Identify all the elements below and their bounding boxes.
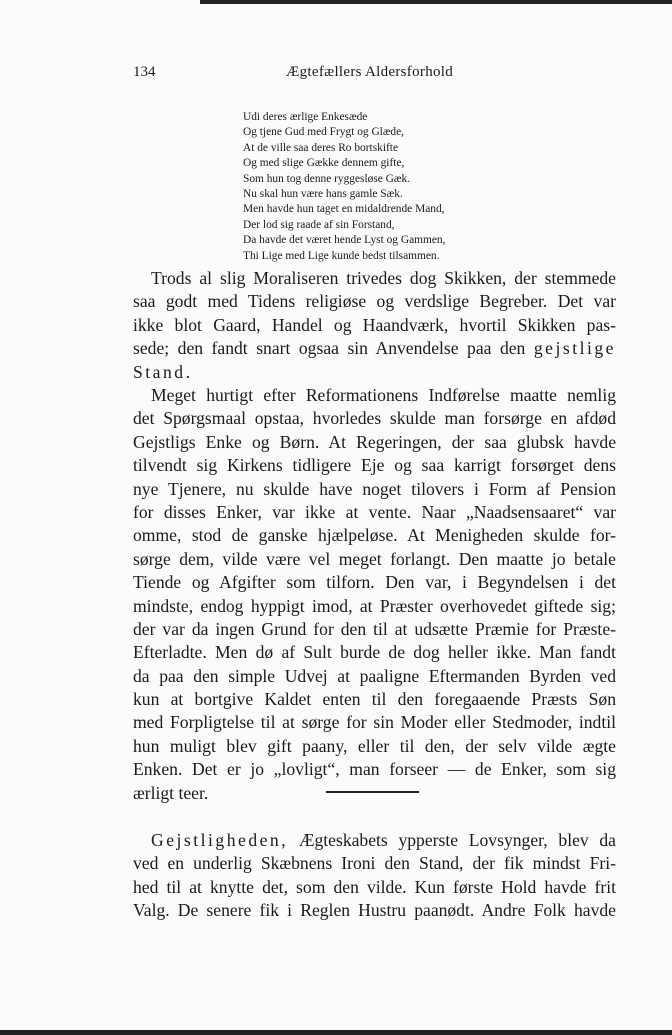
text-line: saa godt med Tidens religiøse og verdslige Begreber. Det var: [133, 291, 616, 312]
running-head: Ægtefællers Aldersforhold: [286, 64, 454, 80]
text-line: hun muligt blev gift paany, eller til den, der selv vilde ægte: [133, 735, 616, 756]
text-line: Trods al slig Moraliseren trivedes dog Skikken, der stemmede: [151, 268, 616, 288]
verse-line: Og tjene Gud med Frygt og Glæde,: [243, 126, 405, 139]
text-line: tilvendt sig Kirkens tidligere Eje og saa karrigt forsørget dens: [133, 455, 616, 476]
spaced-emphasis: Gejstligheden,: [151, 830, 289, 850]
text-line: [133, 829, 616, 852]
text-line: Valg. De senere fik i Reglen Hustru paanødt. Andre Folk havde: [133, 900, 616, 921]
text-line: [133, 337, 616, 360]
verse-line: Da havde det været hende Lyst og Gammen,: [243, 234, 446, 247]
bottom-edge-rule: [0, 1030, 672, 1035]
text-line: ærligt teer.: [133, 782, 209, 803]
text-span: Ægteskabets ypperste Lovsynger, blev da: [298, 830, 616, 850]
verse-line: Men havde hun taget en midaldrende Mand,: [243, 203, 445, 216]
page-number: 134: [133, 64, 156, 80]
text-line: det Spørgsmaal opstaa, hvorledes skulde man forsørge en afdød: [133, 408, 616, 429]
text-span: sede; den fandt snart ogsaa sin Anvendelse paa den: [133, 338, 526, 359]
text-line: da paa den simple Udvej at paaligne Eftermanden Byrden ved: [133, 665, 616, 686]
verse-line: Der lod sig raade af sin Forstand,: [243, 218, 395, 231]
text-line: [133, 361, 616, 384]
text-line: Enken. Det er jo „lovligt“, man forseer — de Enker, som sig: [133, 759, 616, 780]
text-line: med Forpligtelse til at sørge for sin Moder eller Stedmoder, indtil: [133, 712, 616, 733]
verse-line: At de ville saa deres Ro bortskifte: [243, 141, 398, 154]
text-line: Tiende og Afgifter som tilforn. Den var, i Begyndelsen i det: [133, 572, 616, 593]
paragraph-2: [133, 384, 616, 805]
text-line: mindste, endog hyppigt imod, at Præster overhovedet giftede sig;: [133, 595, 616, 616]
text-line: Gejstligs Enke og Børn. At Regeringen, der saa glubsk havde: [133, 431, 616, 452]
text-line: for disses Enker, var ikke at vente. Naar „Naadsensaaret“ var: [133, 501, 616, 522]
verse-line: Udi deres ærlige Enkesæde: [243, 111, 368, 123]
text-line: der var da ingen Grund for den til at udsætte Præmie for Præste-: [133, 618, 616, 639]
paragraph-1: [133, 267, 616, 384]
text-line: omme, stod de ganske hjælpeløse. At Menigheden skulde for-: [133, 525, 616, 546]
text-line: ved en underlig Skæbnens Ironi den Stand, der fik mindst Fri-: [133, 853, 616, 874]
top-edge-rule: [200, 0, 672, 4]
spaced-emphasis: Stand.: [133, 361, 193, 382]
text-line: kun at bortgive Kaldet enten til den foregaaende Præsts Søn: [133, 689, 616, 710]
verse-line: Thi Lige med Lige kunde bedst tilsammen.: [243, 249, 440, 262]
verse-quotation: [243, 110, 563, 264]
text-line: ikke blot Gaard, Handel og Haandværk, hvortil Skikken pas-: [133, 314, 616, 335]
paragraph-3: [133, 829, 616, 923]
verse-line: Som hun tog denne ryggesløse Gæk.: [243, 172, 411, 185]
page-header: [133, 64, 616, 88]
text-line: nye Tjenere, nu skulde have noget tilovers i Form af Pension: [133, 478, 616, 499]
text-line: Meget hurtigt efter Reformationens Indførelse maatte nemlig: [151, 385, 616, 405]
verse-line: Nu skal hun være hans gamle Sæk.: [243, 188, 403, 201]
text-line: sørge dem, vilde være vel meget forlangt. Den maatte jo betale: [133, 548, 616, 569]
text-line: Efterladte. Men dø af Sult burde de dog heller ikke. Man fandt: [133, 642, 616, 663]
verse-line: Og med slige Gække dennem gifte,: [243, 157, 405, 170]
section-divider: [326, 791, 419, 793]
spaced-emphasis: gejstlige: [533, 338, 616, 359]
text-line: hed til at knytte det, som den vilde. Kun første Hold havde frit: [133, 876, 616, 897]
